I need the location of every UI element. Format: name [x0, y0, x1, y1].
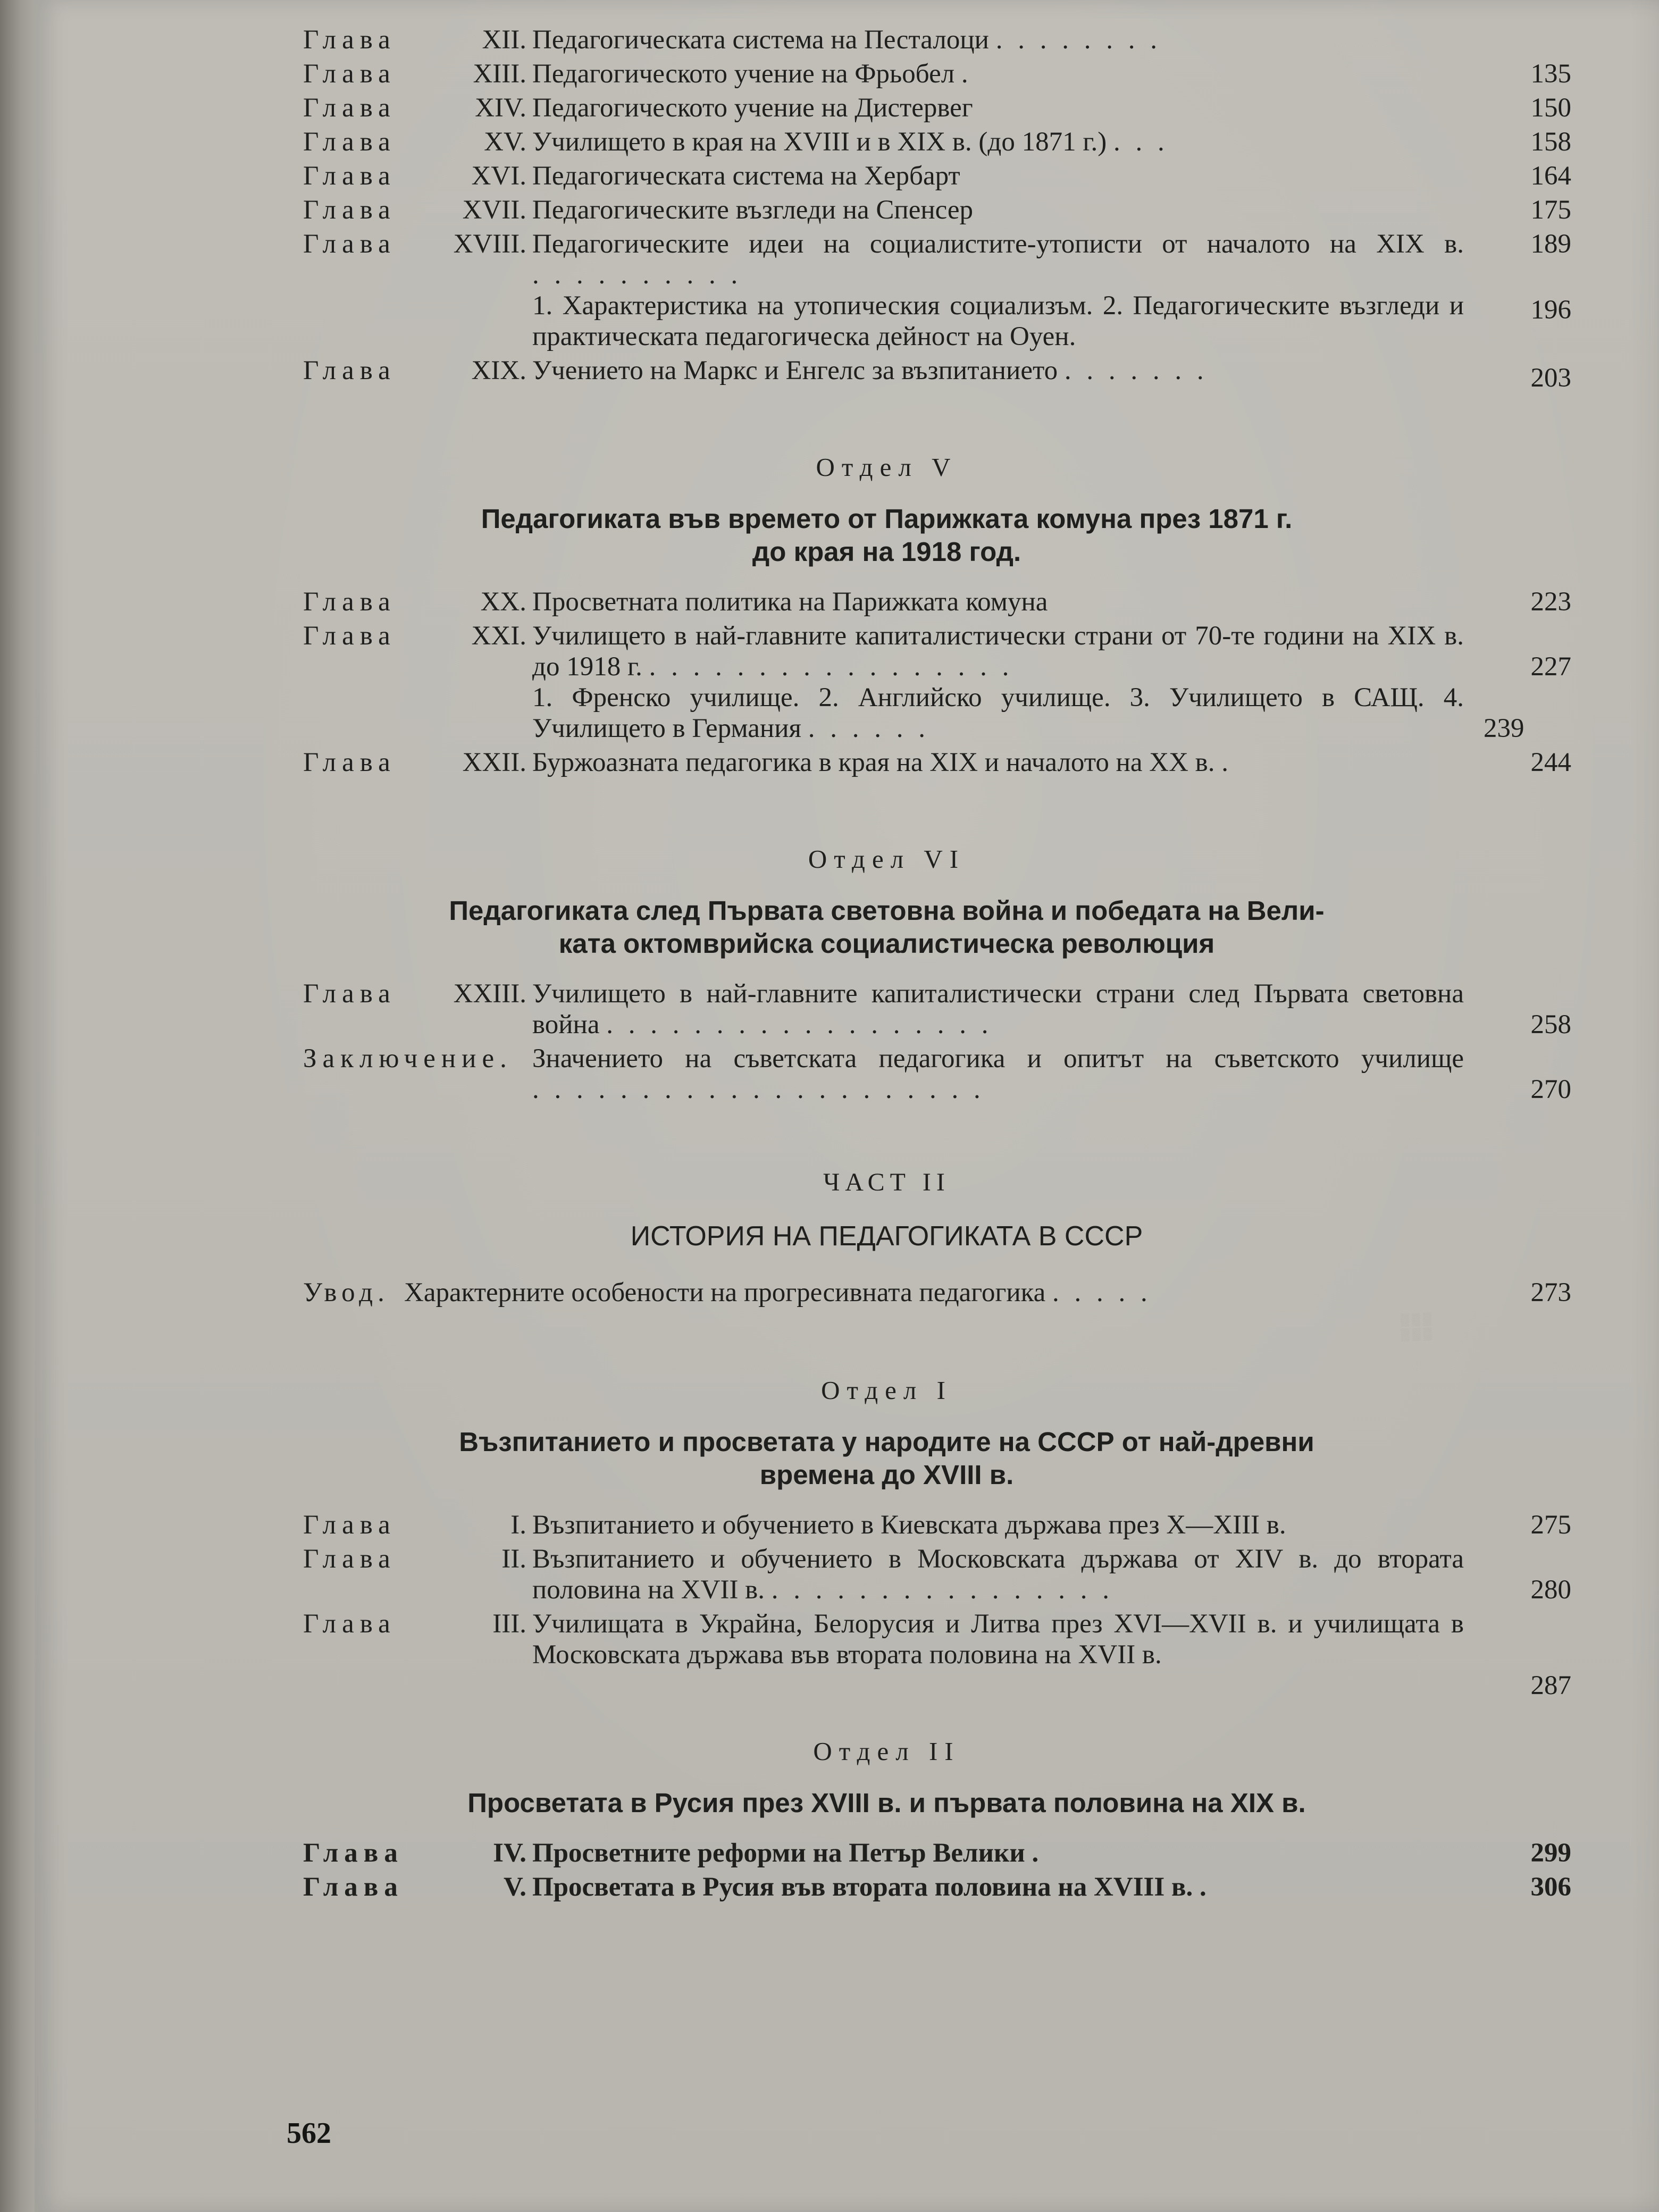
section-title: Педагогиката след Първата световна война и победата на Вели- ката октомврийска социалистическа революция: [449, 895, 1325, 959]
section-label: Отдел II: [813, 1737, 960, 1766]
page-number: 150: [1530, 93, 1571, 123]
chapter-number: III.: [492, 1609, 526, 1639]
section-label: Отдел I: [821, 1376, 952, 1405]
chapter-label: Глава: [303, 1609, 396, 1639]
leader-dots: . . . . . . . . . .: [532, 260, 742, 290]
chapter-number: II.: [501, 1544, 526, 1574]
page-number: 227: [1530, 652, 1571, 682]
toc-entry: [303, 744, 1571, 778]
chapter-number: I.: [510, 1510, 526, 1540]
chapter-title: Училището в най-главните капиталистически страни след Първата световна война . . . . . . . . . . . . . . . . . .: [532, 979, 1464, 1040]
table-of-contents: [303, 21, 1571, 1903]
chapter-label: Глава: [303, 587, 396, 617]
chapter-number: XIV.: [475, 93, 526, 123]
section-title: Просветата в Русия през XVIII в. и първата половина на XIX в.: [467, 1788, 1306, 1818]
page-number: 258: [1530, 1010, 1571, 1040]
toc-entry: [303, 89, 1571, 123]
faint-stamp: ▒ ▒ ▒ ▒ ▒ ▒: [1400, 1312, 1432, 1342]
chapter-title: Педагогическата система на Хербарт: [532, 161, 960, 191]
chapter-number: XII.: [482, 25, 526, 55]
leader-dots: .: [1032, 1838, 1043, 1868]
page-number: 203: [1530, 363, 1571, 393]
page-number: 270: [1530, 1075, 1571, 1104]
chapter-label: Глава: [303, 229, 396, 259]
chapter-label: Глава: [303, 93, 396, 123]
toc-entry: [303, 1040, 1571, 1105]
chapter-title: Училището в края на XVIII и в XIX в. (до 1871 г.) . . .: [532, 127, 1169, 157]
chapter-label: Глава: [303, 161, 396, 191]
chapter-title: Педагогическите идеи на социалистите-утописти от началото на XIX в. . . . . . . . . . .: [532, 229, 1464, 290]
leader-dots: . . . . .: [1052, 1278, 1152, 1308]
leader-dots: .: [1200, 1872, 1211, 1902]
footer-page-number: 562: [287, 2117, 331, 2150]
chapter-label: Глава: [303, 1544, 396, 1574]
chapter-title: Просветата в Русия във втората половина на XVIII в. .: [532, 1872, 1211, 1902]
toc-entry: [303, 1834, 1571, 1869]
chapter-number: XXII.: [462, 748, 526, 777]
chapter-number: XX.: [480, 587, 526, 617]
chapter-label: Глава: [303, 127, 396, 157]
chapter-label: Глава: [303, 1510, 396, 1540]
toc-entry: [303, 1869, 1571, 1903]
chapter-number: V.: [503, 1872, 526, 1902]
chapter-label: Заключение.: [303, 1044, 513, 1074]
chapter-number: XIII.: [473, 59, 526, 89]
chapter-subsection: 1. Характеристика на утопическия социализъм. 2. Педагогическите възгледи и практическата педагогическа дейност на Оуен.: [532, 291, 1464, 351]
page-number: 158: [1530, 127, 1571, 157]
chapter-number: XXI.: [471, 621, 526, 651]
toc-entry: [303, 1540, 1571, 1605]
section-ii-entries: [303, 1834, 1571, 1903]
leader-dots: . . . . . .: [808, 714, 929, 743]
chapter-title: Педагогическото учение на Фрьобел .: [532, 59, 973, 89]
toc-entry: [303, 21, 1571, 55]
chapter-number: XVI.: [471, 161, 526, 191]
chapter-title: Педагогическата система на Песталоци . . . . . . . .: [532, 25, 1161, 55]
chapter-label: Глава: [303, 979, 396, 1009]
chapter-title: Значението на съветската педагогика и опитът на съветското училище . . . . . . . . . . . . . . . . . . . . .: [532, 1044, 1464, 1104]
chapter-number: IV.: [493, 1838, 526, 1868]
intro-title: Характерните особености на прогресивната педагогика . . . . .: [404, 1278, 1152, 1308]
page-number: 175: [1530, 195, 1571, 225]
chapter-number: XV.: [484, 127, 526, 157]
page-number: 223: [1530, 587, 1571, 617]
chapter-number: XXIII.: [453, 979, 526, 1009]
part-label: ЧАСТ II: [823, 1168, 950, 1196]
page-edge: [1630, 0, 1659, 2212]
page-number: 306: [1530, 1872, 1571, 1902]
page-number: 239: [1484, 714, 1524, 743]
book-page: [35, 0, 1659, 2212]
page-number: 275: [1530, 1510, 1571, 1540]
section-label: Отдел VI: [808, 844, 966, 874]
leader-dots: .: [1221, 748, 1233, 777]
page-number: 287: [1530, 1671, 1571, 1700]
toc-entry: [303, 583, 1571, 617]
chapter-title: Просветната политика на Парижката комуна: [532, 587, 1048, 617]
chapter-title: Буржоазната педагогика в края на XIX и началото на XX в. .: [532, 748, 1233, 777]
page-number: 164: [1530, 161, 1571, 191]
leader-dots: . . .: [1113, 127, 1169, 157]
intro-label: Увод.: [303, 1278, 389, 1308]
page-number: 196: [1530, 295, 1571, 325]
chapter-title: Училищата в Украйна, Белорусия и Литва през XVI—XVII в. и училищата в Московската държава във втората половина на XVII в.: [532, 1609, 1464, 1670]
section-label: Отдел V: [816, 453, 958, 482]
chapter-title: Просветните реформи на Петър Велики .: [532, 1838, 1043, 1868]
toc-entry: [303, 157, 1571, 191]
section-title: Възпитанието и просветата у народите на СССР от най-древни времена до XVIII в.: [459, 1427, 1314, 1490]
chapter-title: Възпитанието и обучението в Московската държава от XIV в. до втората половина на XVII в. . . . . . . . . . . . . . . . .: [532, 1544, 1464, 1605]
chapter-number: XVIII.: [453, 229, 526, 259]
chapter-label: Глава: [303, 748, 396, 777]
chapter-title: Възпитанието и обучението в Киевската държава през X—XIII в.: [532, 1510, 1286, 1540]
leader-dots: . . . . . . . . . . . . . . . .: [771, 1575, 1114, 1605]
chapter-label: Глава: [303, 59, 396, 89]
chapter-title: Учението на Маркс и Енгелс за възпитанието . . . . . . .: [532, 356, 1208, 386]
toc-entry: [303, 1506, 1571, 1540]
chapter-title: Педагогическото учение на Дистервег: [532, 93, 973, 123]
chapter-subsection: 1. Френско училище. 2. Английско училище. 3. Училището в САЩ. 4. Училището в Германия . . . . . . 239: [532, 682, 1464, 744]
chapter-label: Глава: [303, 621, 396, 651]
page-number: 280: [1530, 1575, 1571, 1605]
toc-entry: [303, 191, 1571, 225]
part-title: ИСТОРИЯ НА ПЕДАГОГИКАТА В СССР: [630, 1221, 1143, 1252]
toc-entry: [303, 352, 1571, 393]
leader-dots: . . . . . . . . . . . . . . . . .: [649, 652, 1013, 682]
leader-dots: . . . . . . .: [1064, 356, 1208, 386]
chapter-number: XVII.: [462, 195, 526, 225]
chapter-label: Глава: [303, 25, 396, 55]
page-number: 273: [1530, 1278, 1571, 1308]
page-number: 299: [1530, 1838, 1571, 1868]
leader-dots: .: [961, 59, 973, 89]
toc-entry: [303, 975, 1571, 1040]
section-title: Педагогиката във времето от Парижката комуна през 1871 г. до края на 1918 год.: [481, 504, 1293, 567]
page-number: 244: [1530, 748, 1571, 777]
chapter-label: Глава: [303, 1872, 404, 1902]
chapter-title: Училището в най-главните капиталистически страни от 70-те години на XIX в. до 1918 г. . . . . . . . . . . . . . . . . .: [532, 621, 1464, 682]
toc-entry: [303, 1605, 1571, 1700]
chapter-label: Глава: [303, 1838, 404, 1868]
chapter-number: XIX.: [471, 356, 526, 386]
page-number: 135: [1530, 59, 1571, 89]
leader-dots: . . . . . . . . . . . . . . . . . .: [606, 1010, 993, 1040]
toc-entry: [303, 123, 1571, 157]
chapter-label: Глава: [303, 195, 396, 225]
chapter-title: Педагогическите възгледи на Спенсер: [532, 195, 974, 225]
page-number: 189: [1530, 229, 1571, 259]
toc-entry: [303, 617, 1571, 682]
toc-entry: [303, 55, 1571, 89]
leader-dots: . . . . . . . .: [995, 25, 1161, 55]
chapter-label: Глава: [303, 356, 396, 386]
leader-dots: . . . . . . . . . . . . . . . . . . . . .: [532, 1075, 985, 1104]
intro-entry: [303, 1274, 1571, 1309]
